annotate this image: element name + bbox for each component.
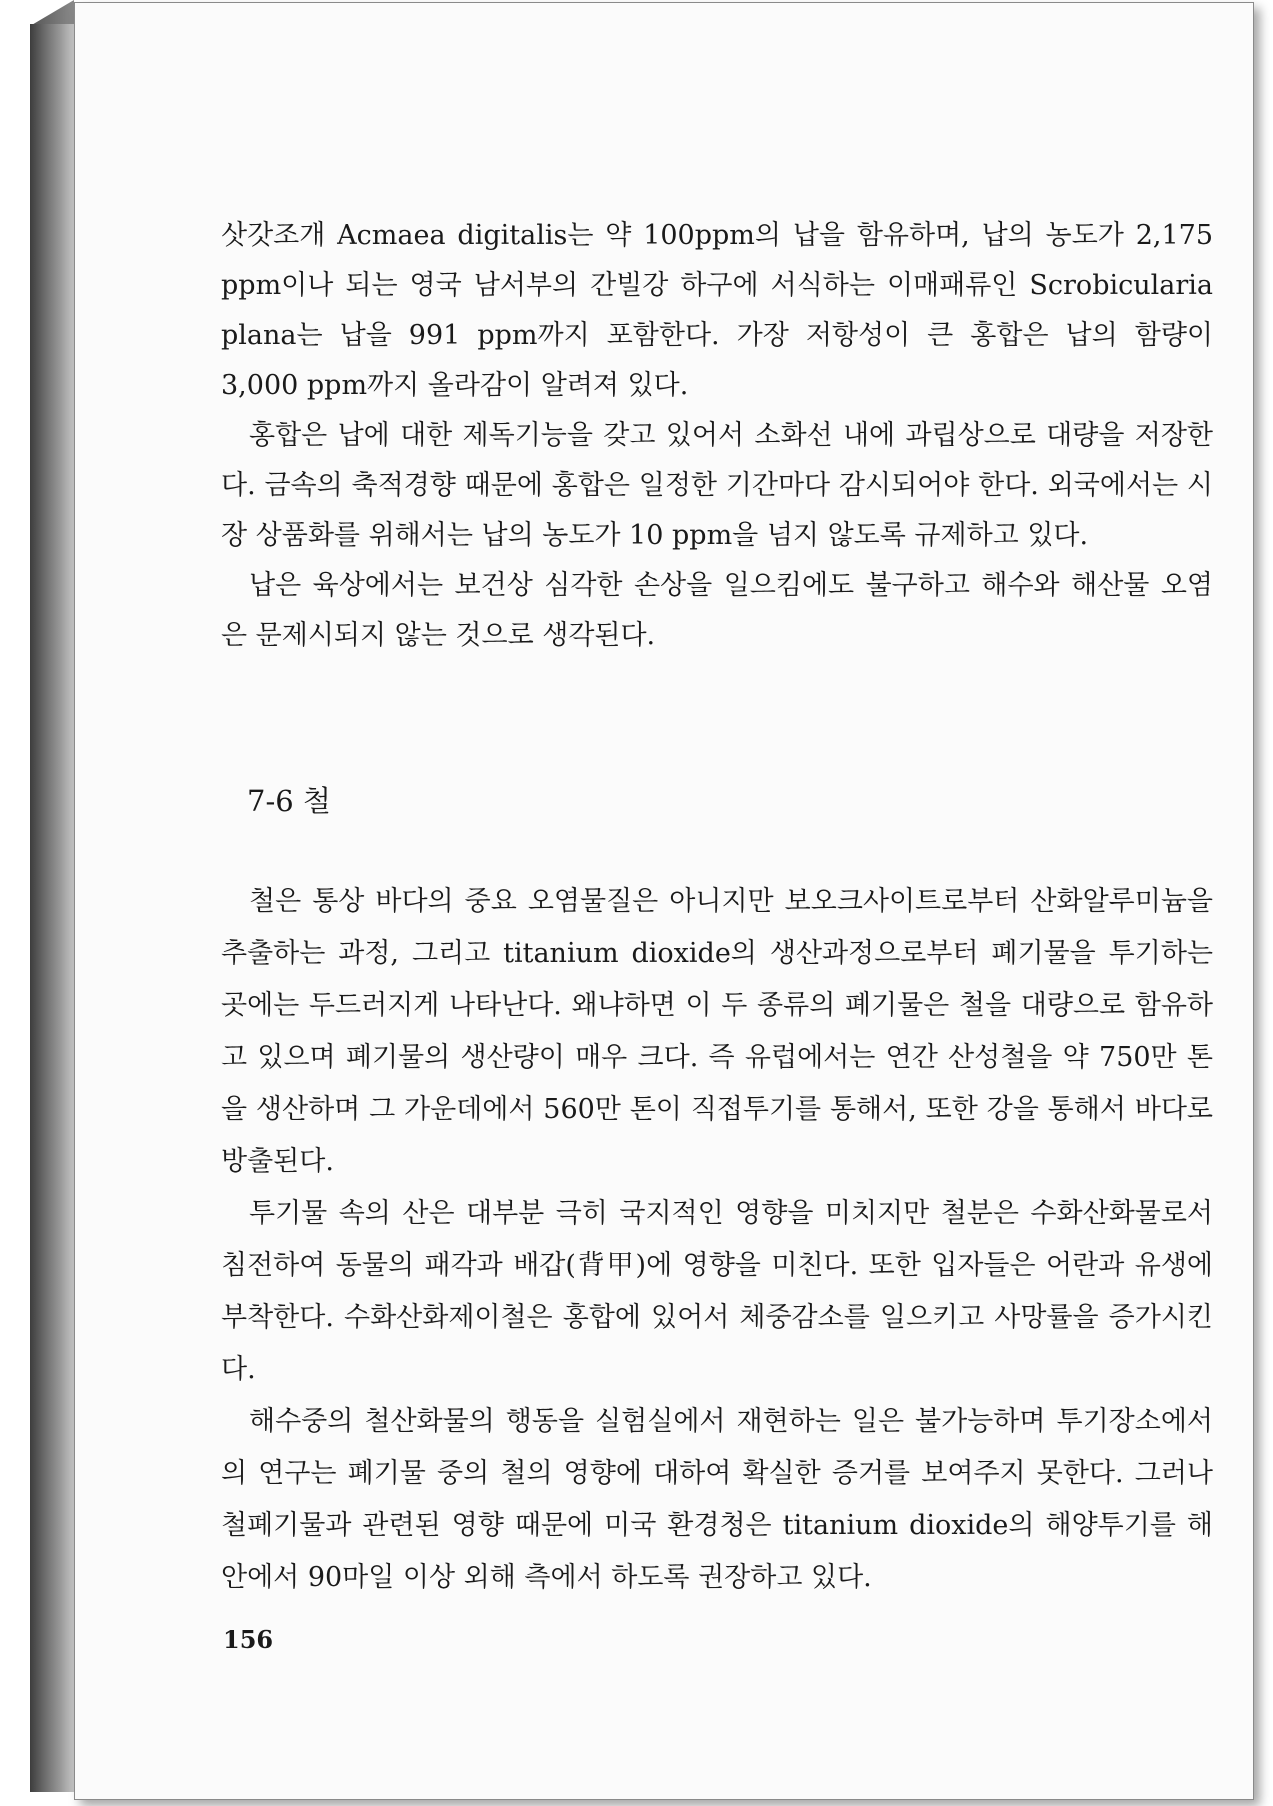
page-number: 156 — [223, 1625, 274, 1654]
bottom-text-block — [221, 876, 1213, 1604]
book-spine — [30, 24, 75, 1792]
top-text-block — [221, 211, 1213, 661]
book — [30, 0, 1273, 1806]
section-heading: 7-6 철 — [247, 784, 331, 818]
paragraph-iron-research: 해수중의 철산화물의 행동을 실험실에서 재현하는 일은 불가능하며 투기장소에서의 연구는 폐기물 중의 철의 영향에 대하여 확실한 증거를 보여주지 못한다. 그러나 철폐기물과 관련된 영향 때문에 미국 환경청은 titanium dioxide의 해양투기를 해안에서 90마일 이상 외해 측에서 하도록 권장하고 있다. — [221, 1406, 1213, 1593]
paragraph-lead-conclusion: 납은 육상에서는 보건상 심각한 손상을 일으킴에도 불구하고 해수와 해산물 오염은 문제시되지 않는 것으로 생각된다. — [221, 570, 1213, 651]
paragraph-iron-effects: 투기물 속의 산은 대부분 극히 국지적인 영향을 미치지만 철분은 수화산화물로서 침전하여 동물의 패각과 배갑(背甲)에 영향을 미친다. 또한 입자들은 어란과 유생에 부착한다. 수화산화제이철은 홍합에 있어서 체중감소를 일으키고 사망률을 증가시킨다. — [221, 1198, 1213, 1385]
book-page — [74, 2, 1254, 1800]
paragraph-iron-intro: 철은 통상 바다의 중요 오염물질은 아니지만 보오크사이트로부터 산화알루미늄을 추출하는 과정, 그리고 titanium dioxide의 생산과정으로부터 폐기물을 투기하는 곳에는 두드러지게 나타난다. 왜냐하면 이 두 종류의 폐기물은 철을 대량으로 함유하고 있으며 폐기물의 생산량이 매우 크다. 즉 유럽에서는 연간 산성철을 약 750만 톤을 생산하며 그 가운데에서 560만 톤이 직접투기를 통해서, 또한 강을 통해서 바다로 방출된다. — [221, 886, 1213, 1177]
paragraph-mussel-detox: 홍합은 납에 대한 제독기능을 갖고 있어서 소화선 내에 과립상으로 대량을 저장한다. 금속의 축적경향 때문에 홍합은 일정한 기간마다 감시되어야 한다. 외국에서는 시장 상품화를 위해서는 납의 농도가 10 ppm을 넘지 않도록 규제하고 있다. — [221, 420, 1213, 551]
paragraph-lead-content: 삿갓조개 Acmaea digitalis는 약 100ppm의 납을 함유하며, 납의 농도가 2,175 ppm이나 되는 영국 남서부의 간빌강 하구에 서식하는 이매패류인 Scrobicularia plana는 납을 991 ppm까지 포함한다. 가장 저항성이 큰 홍합은 납의 함량이 3,000 ppm까지 올라감이 알려져 있다. — [221, 220, 1213, 401]
book-spine-top — [30, 0, 74, 26]
